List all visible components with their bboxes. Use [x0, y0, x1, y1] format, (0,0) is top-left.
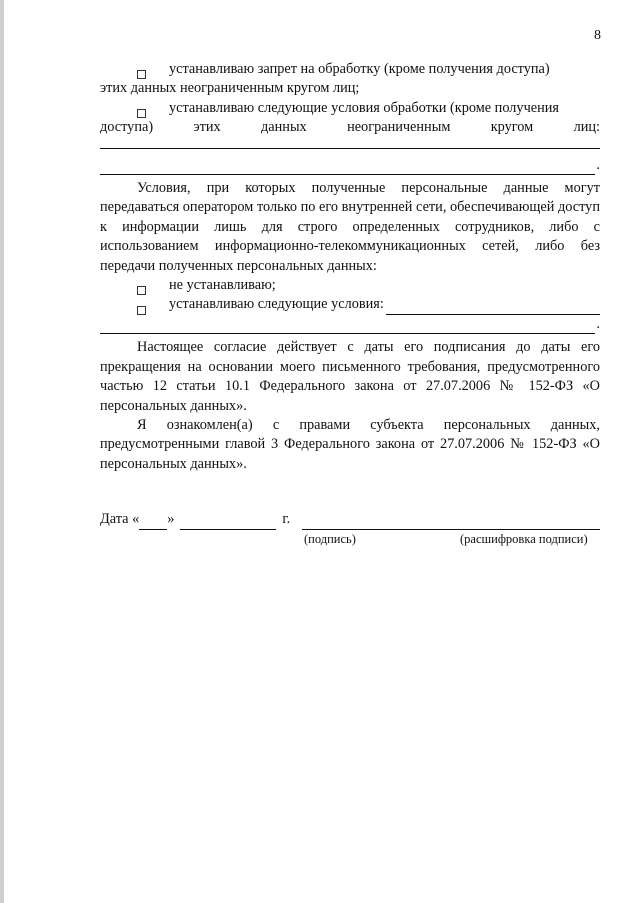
option-processing-ban[interactable]	[100, 60, 600, 79]
checkbox-icon[interactable]	[137, 286, 146, 295]
date-month-field[interactable]	[180, 515, 276, 530]
signature-row: Дата « » г.	[100, 510, 600, 529]
page-edge	[0, 0, 4, 903]
checkbox-icon[interactable]	[137, 109, 146, 118]
option-processing-ban-continuation: этих данных неограниченным кругом лиц;	[100, 80, 360, 97]
document-body	[100, 60, 600, 550]
consent-validity-paragraph: Настоящее согласие действует с даты его подписания до даты его прекращения на основании моего письменного требования, предусмотренного частью 12 статьи 10.1 Федерального закона от 27.07.2006 № 152-ФЗ «О персональных данных».	[100, 339, 600, 414]
conditions-fill-line[interactable]	[100, 138, 600, 149]
checkbox-icon[interactable]	[137, 306, 146, 315]
date-day-field[interactable]	[139, 515, 167, 530]
option-set-conditions-text: устанавливаю следующие условия:	[169, 296, 384, 313]
page-number: 8	[594, 28, 601, 43]
signature-field[interactable]	[302, 515, 600, 530]
date-label: Дата «	[100, 511, 140, 528]
signature-captions	[100, 530, 600, 550]
option-not-set-text: не устанавливаю;	[169, 277, 276, 294]
set-conditions-fill-line-end[interactable]: .	[100, 315, 600, 334]
option-processing-conditions-continuation: доступа) этих данных неограниченным кругом лиц:	[100, 119, 600, 136]
option-processing-conditions-text: устанавливаю следующие условия обработки (кроме получения	[169, 99, 559, 116]
year-label: г.	[282, 511, 291, 528]
set-conditions-fill-line[interactable]	[386, 300, 600, 315]
signature-caption: (подпись)	[304, 531, 356, 546]
option-processing-conditions[interactable]	[100, 99, 600, 118]
signature-decoding-caption: (расшифровка подписи)	[460, 531, 588, 546]
option-processing-ban-text: устанавливаю запрет на обработку (кроме получения доступа)	[169, 61, 550, 77]
option-set-conditions[interactable]	[100, 295, 600, 314]
acknowledgement-paragraph: Я ознакомлен(а) с правами субъекта персональных данных, предусмотренными главой 3 Федерального закона от 27.07.2006 № 152-ФЗ «О персональных данных».	[100, 416, 600, 472]
checkbox-icon[interactable]	[137, 70, 146, 79]
option-not-set[interactable]	[100, 276, 600, 295]
transfer-conditions-paragraph: Условия, при которых полученные персональные данные могут передаваться оператором только по его внутренней сети, обеспечивающей доступ к информации лишь для строго определенных сотрудников, либо с использованием информационно-телекоммуникационных сетей, либо без передачи полученных персональных данных:	[100, 180, 600, 274]
conditions-fill-line-end[interactable]: .	[100, 156, 600, 175]
